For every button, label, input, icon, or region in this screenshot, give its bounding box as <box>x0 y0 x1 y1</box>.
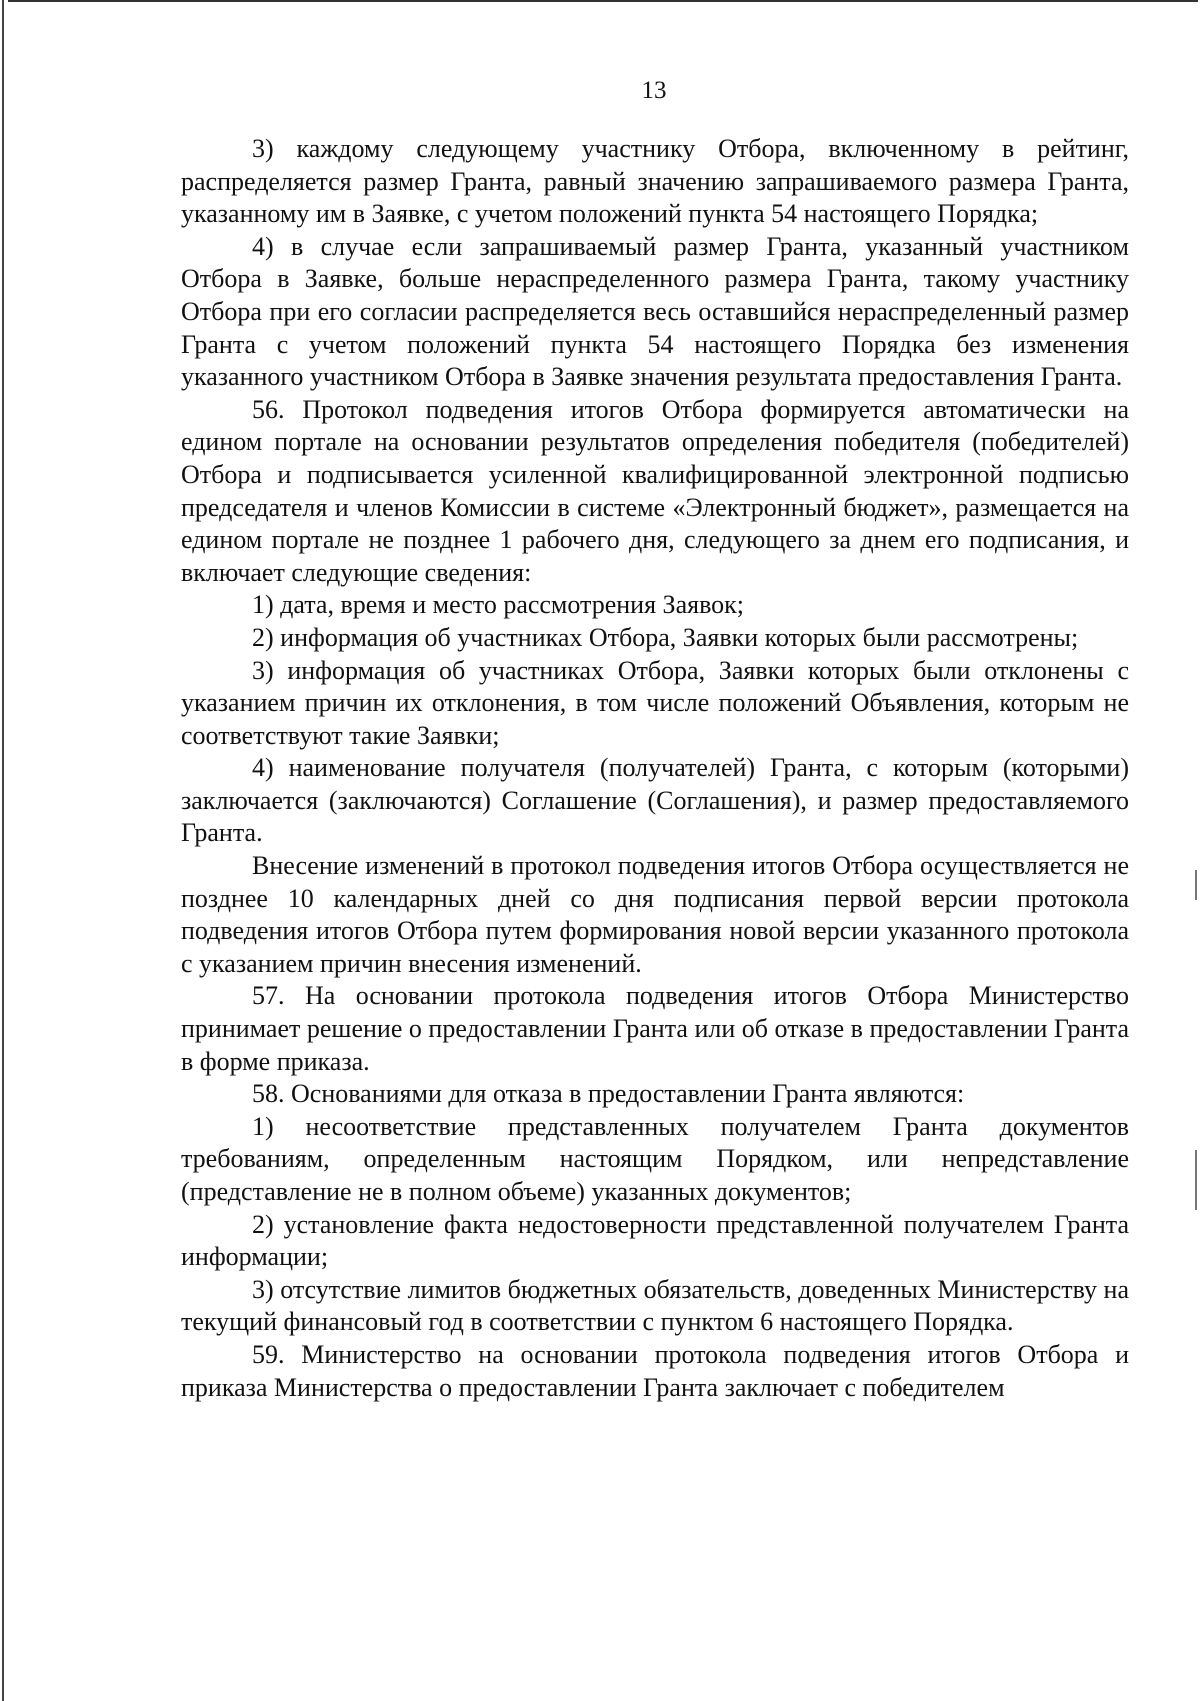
paragraph-clause-58: 58. Основаниями для отказа в предоставлении Гранта являются: <box>252 1079 965 1109</box>
scan-right-edge-mark <box>1195 870 1197 900</box>
paragraph-clause-57: 57. На основании протокола подведения итогов Отбора Министерство принимает решение о предоставлении Гранта или об отказе в предоставлении Гранта в форме приказа. <box>181 981 1129 1076</box>
scan-right-edge-mark <box>1195 1150 1197 1210</box>
paragraph-58-item-3: 3) отсутствие лимитов бюджетных обязательств, доведенных Министерству на текущий финансовый год в соответствии с пунктом 6 настоящего Порядка. <box>181 1274 1129 1337</box>
body-text <box>181 133 1129 1404</box>
scan-left-edge <box>2 0 4 1701</box>
paragraph-clause-56: 56. Протокол подведения итогов Отбора формируется автоматически на едином портале на основании результатов определения победителя (победителей) Отбора и подписывается усиленной квалифицированной электронной подписью председателя и членов Комиссии в системе «Электронный бюджет», размещается на едином портале не позднее 1 рабочего дня, следующего за днем его подписания, и включает следующие сведения: <box>181 394 1129 587</box>
paragraph-clause-59: 59. Министерство на основании протокола подведения итогов Отбора и приказа Министерства о предоставлении Гранта заключает с победителем <box>181 1339 1129 1402</box>
paragraph-item-4: 4) в случае если запрашиваемый размер Гранта, указанный участником Отбора в Заявке, больше нераспределенного размера Гранта, такому участнику Отбора при его согласии распределяется весь оставшийся нераспределенный размер Гранта с учетом положений пункта 54 настоящего Порядка без изменения указанного участником Отбора в Заявке значения результата предоставления Гранта. <box>181 231 1129 392</box>
paragraph-56-item-1: 1) дата, время и место рассмотрения Заявок; <box>252 590 745 620</box>
page-number: 13 <box>641 77 667 104</box>
paragraph-item-3: 3) каждому следующему участнику Отбора, включенному в рейтинг, распределяется размер Гранта, равный значению запрашиваемого размера Гранта, указанному им в Заявке, с учетом положений пункта 54 настоящего Порядка; <box>181 134 1129 229</box>
paragraph-58-item-2: 2) установление факта недостоверности представленной получателем Гранта информации; <box>181 1209 1129 1272</box>
paragraph-56-item-3: 3) информация об участниках Отбора, Заявки которых были отклонены с указанием причин их отклонения, в том числе положений Объявления, которым не соответствуют такие Заявки; <box>181 655 1129 750</box>
scan-top-edge <box>8 0 1198 2</box>
paragraph-58-item-1: 1) несоответствие представленных получателем Гранта документов требованиям, определенным настоящим Порядком, или непредставление (представление не в полном объеме) указанных документов; <box>181 1111 1129 1206</box>
paragraph-56-item-2: 2) информация об участниках Отбора, Заявки которых были рассмотрены; <box>252 622 1079 652</box>
paragraph-protocol-changes: Внесение изменений в протокол подведения итогов Отбора осуществляется не позднее 10 календарных дней со дня подписания первой версии протокола подведения итогов Отбора путем формирования новой версии указанного протокола с указанием причин внесения изменений. <box>181 851 1129 978</box>
paragraph-56-item-4: 4) наименование получателя (получателей) Гранта, с которым (которыми) заключается (заключаются) Соглашение (Соглашения), и размер предоставляемого Гранта. <box>181 753 1129 848</box>
